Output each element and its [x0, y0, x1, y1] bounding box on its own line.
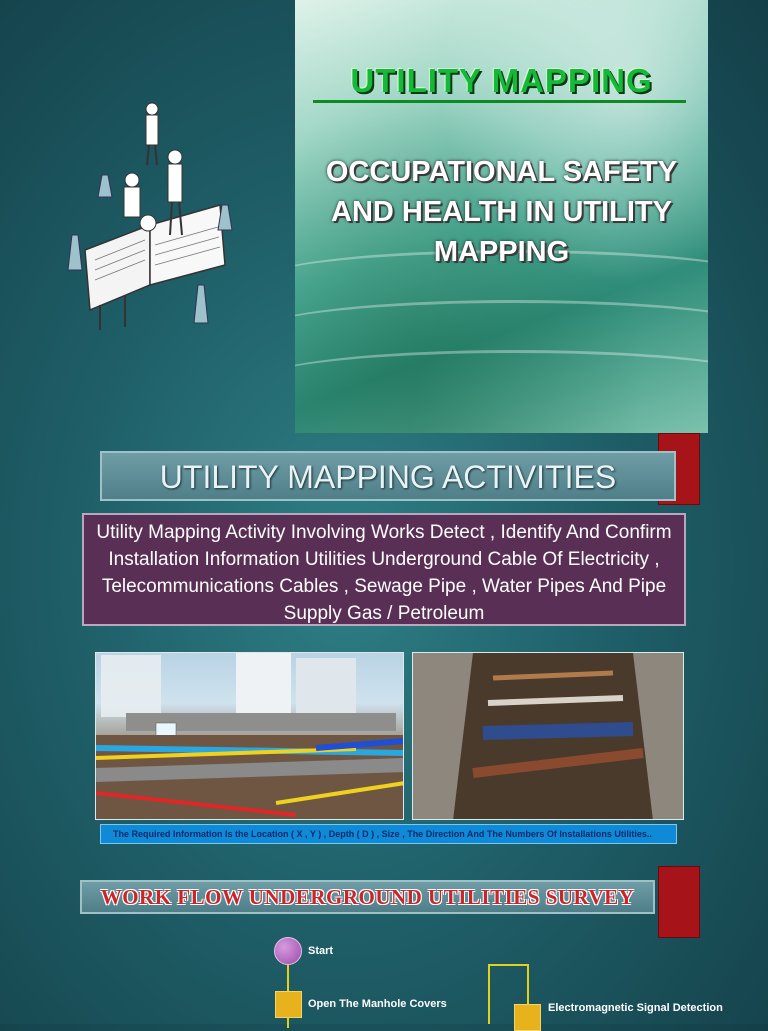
subtitle-line: AND HEALTH IN UTILITY	[331, 196, 672, 228]
red-accent-block	[658, 866, 700, 938]
start-label: Start	[308, 945, 334, 957]
flow-connector	[527, 964, 529, 1004]
process-node-icon	[514, 1004, 541, 1031]
main-title: UTILITY MAPPING	[350, 62, 653, 99]
activities-description	[82, 513, 686, 626]
description-line: Supply Gas / Petroleum	[283, 603, 485, 624]
traffic-cone-icon	[68, 235, 82, 270]
safety-book-illustration	[60, 95, 240, 335]
worker-figure-icon	[124, 173, 156, 231]
title-panel	[295, 0, 708, 433]
flow-connector	[287, 965, 289, 991]
underground-utilities-render-image	[95, 652, 404, 820]
flow-connector	[488, 964, 490, 1024]
title-underline	[313, 100, 686, 103]
description-line: Installation Information Utilities Underground Cable Of Electricity ,	[108, 549, 660, 570]
excavated-trench-photo	[412, 652, 684, 820]
subtitle-line: OCCUPATIONAL SAFETY	[325, 156, 678, 188]
process-node-icon	[275, 991, 302, 1018]
flow-connector	[488, 964, 528, 966]
flow-connector	[287, 1018, 289, 1028]
description-line: Telecommunications Cables , Sewage Pipe , Water Pipes And Pipe	[101, 576, 667, 597]
traffic-cone-icon	[98, 175, 112, 197]
worker-figure-icon	[146, 103, 158, 165]
subtitle	[295, 152, 708, 272]
water-wave	[295, 350, 708, 413]
activities-heading: UTILITY MAPPING ACTIVITIES	[100, 451, 676, 501]
required-information-caption: The Required Information Is the Location ( X , Y ) , Depth ( D ) , Size , The Direction And The Numbers Of Installations Utilities..	[100, 824, 677, 844]
workflow-heading: WORK FLOW UNDERGROUND UTILITIES SURVEY	[80, 880, 655, 914]
em-detection-step-label: Electromagnetic Signal Detection	[548, 1002, 723, 1014]
traffic-cone-icon	[194, 285, 208, 323]
description-line: Utility Mapping Activity Involving Works Detect , Identify And Confirm	[96, 522, 672, 543]
start-node-icon	[274, 937, 302, 965]
manhole-step-label: Open The Manhole Covers	[308, 998, 447, 1010]
subtitle-line: MAPPING	[433, 236, 570, 268]
